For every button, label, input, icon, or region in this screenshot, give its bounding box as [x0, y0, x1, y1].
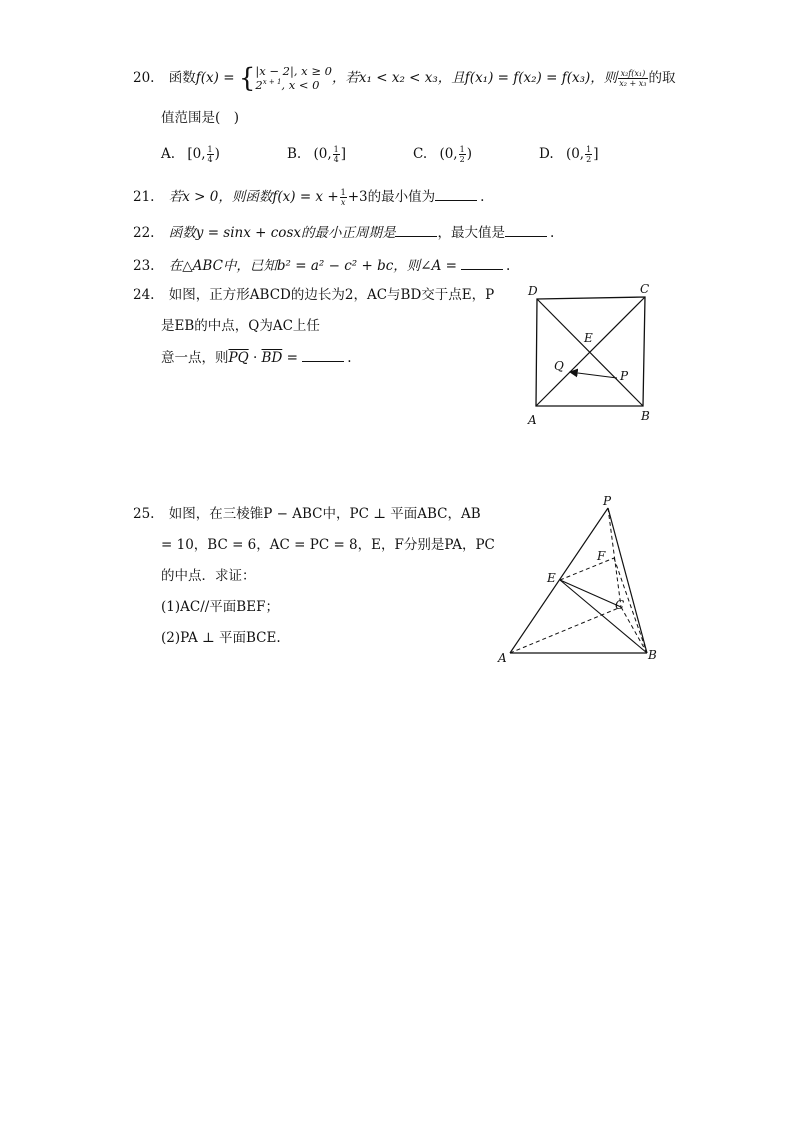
label-p: P	[603, 494, 612, 508]
edge-ac	[510, 607, 621, 653]
q20-case2-base: 2	[255, 77, 263, 92]
segment-ef	[560, 558, 614, 580]
q20-number: 20.	[133, 69, 155, 86]
q24-line2: 是EB的中点，Q为AC上任	[161, 318, 320, 334]
option-frac-den: 4	[333, 155, 339, 164]
q24-eq: =	[282, 350, 303, 366]
q21-pre: 若x > 0，则函数f(x) = x +	[168, 189, 339, 205]
label-q: Q	[554, 359, 564, 373]
option-frac-num: 1	[459, 145, 465, 154]
option-label: C.	[413, 146, 428, 162]
option-frac-den: 2	[459, 155, 465, 164]
q24-dot: ·	[248, 350, 262, 366]
q25-number: 25.	[133, 506, 155, 522]
option-close: ]	[593, 146, 599, 162]
q24-number: 24.	[133, 287, 155, 303]
label-a: A	[498, 651, 507, 665]
q21-frac-num: 1	[340, 188, 346, 197]
label-f: F	[597, 549, 606, 563]
q25-line1-text: 如图，在三棱锥P − ABC中，PC ⊥ 平面ABC，AB	[168, 506, 481, 522]
segment-ec	[560, 580, 621, 607]
edge-pa	[510, 508, 608, 653]
label-a: A	[528, 413, 537, 427]
q23-number: 23.	[133, 258, 155, 274]
q25-line1	[133, 504, 481, 524]
option-label: B.	[287, 146, 302, 162]
edge-pb	[608, 508, 647, 653]
q22-pre: 函数y = sinx + cosx的最小正周期是	[168, 225, 396, 241]
label-c: C	[615, 598, 625, 612]
q25-pyramid-figure	[490, 490, 670, 670]
option-label: A.	[161, 146, 176, 162]
label-c: C	[640, 282, 650, 296]
q24-line3-pre: 意一点，则	[161, 350, 229, 366]
diagonal-ac	[536, 297, 645, 406]
option-label: D.	[539, 146, 554, 162]
q20-condition: ，若x₁ < x₂ < x₃，且f(x₁) = f(x₂) = f(x₃)，则	[331, 69, 618, 86]
option-frac-num: 1	[586, 145, 592, 154]
q21	[133, 186, 484, 207]
q24-line1-text: 如图，正方形ABCD的边长为2，AC与BD交于点E，P	[168, 287, 495, 303]
label-e: E	[584, 331, 593, 345]
q25-line5: (2)PA ⊥ 平面BCE.	[161, 630, 281, 646]
q20-frac-num: x₂f(x₁)	[618, 69, 647, 79]
segment-eb	[560, 580, 647, 653]
q21-answer-blank	[435, 186, 477, 201]
q22-end: .	[549, 225, 555, 241]
option-open: (0,	[439, 146, 458, 162]
q24-answer-blank	[302, 347, 344, 362]
q23-end: .	[505, 258, 511, 274]
q20-intro: 函数	[168, 69, 196, 86]
option-open: [0,	[187, 146, 206, 162]
label-d: D	[528, 284, 538, 298]
label-p: P	[620, 369, 629, 383]
q24-line1	[133, 285, 494, 305]
q24-line3	[161, 347, 351, 368]
q24-vector-pq: $\overline{PQ}$	[228, 350, 249, 366]
q21-frac-den: x	[340, 198, 346, 207]
q20-option-a	[161, 144, 220, 164]
q25-line3: 的中点．求证：	[161, 568, 256, 584]
q25-line2: = 10，BC = 6，AC = PC = 8，E，F分别是PA，PC	[161, 537, 495, 553]
q24-end: .	[347, 350, 352, 366]
option-open: (0,	[313, 146, 332, 162]
option-open: (0,	[565, 146, 585, 162]
option-frac-den: 4	[207, 155, 213, 164]
label-e: E	[547, 571, 556, 585]
q21-end: .	[480, 189, 485, 205]
q22	[133, 222, 554, 243]
q20-frac-den: x₂ + x₃	[619, 78, 647, 88]
q22-answer-blank-1	[395, 222, 437, 237]
q20-option-b	[287, 144, 346, 164]
q21-post: +3的最小值为	[347, 189, 436, 205]
label-b: B	[648, 648, 657, 662]
q20-piecewise: { |x − 2|, x ≥ 0 $2^{x + 1}$, x < 0	[238, 63, 332, 94]
q20-case1: |x − 2|, x ≥ 0	[255, 64, 332, 78]
edge-pc	[608, 508, 621, 607]
q20-line1	[133, 63, 676, 94]
q20-line2: 值范围是( )	[161, 110, 240, 126]
q22-mid: ，最大值是	[437, 225, 505, 241]
q20-tail: 的取	[648, 69, 676, 86]
option-close: ]	[340, 146, 347, 162]
q20-fx: f(x) =	[195, 69, 235, 86]
q20-option-c	[413, 144, 472, 164]
q20-option-d	[539, 144, 598, 164]
q24-square-figure	[520, 280, 670, 430]
option-frac-den: 2	[586, 155, 592, 164]
q22-answer-blank-2	[505, 222, 547, 237]
option-frac-num: 1	[333, 145, 339, 154]
q20-case2-cond: , x < 0	[281, 77, 320, 92]
q24-vector-bd: $\overline{BD}$	[261, 350, 283, 366]
q22-number: 22.	[133, 225, 155, 241]
q25-line4: (1)AC//平面BEF；	[161, 599, 279, 615]
option-frac-num: 1	[207, 145, 213, 154]
q20-case2-exp: x + 1	[262, 78, 282, 86]
label-b: B	[641, 409, 650, 423]
q23-text: 在△ABC中，已知b² = a² − c² + bc，则∠A =	[168, 258, 457, 274]
q23-answer-blank	[461, 255, 503, 270]
option-close: )	[214, 146, 220, 162]
option-close: )	[466, 146, 472, 162]
q23	[133, 255, 510, 276]
q21-number: 21.	[133, 189, 155, 205]
edge-bc	[621, 607, 647, 653]
q20-fraction	[618, 69, 647, 88]
